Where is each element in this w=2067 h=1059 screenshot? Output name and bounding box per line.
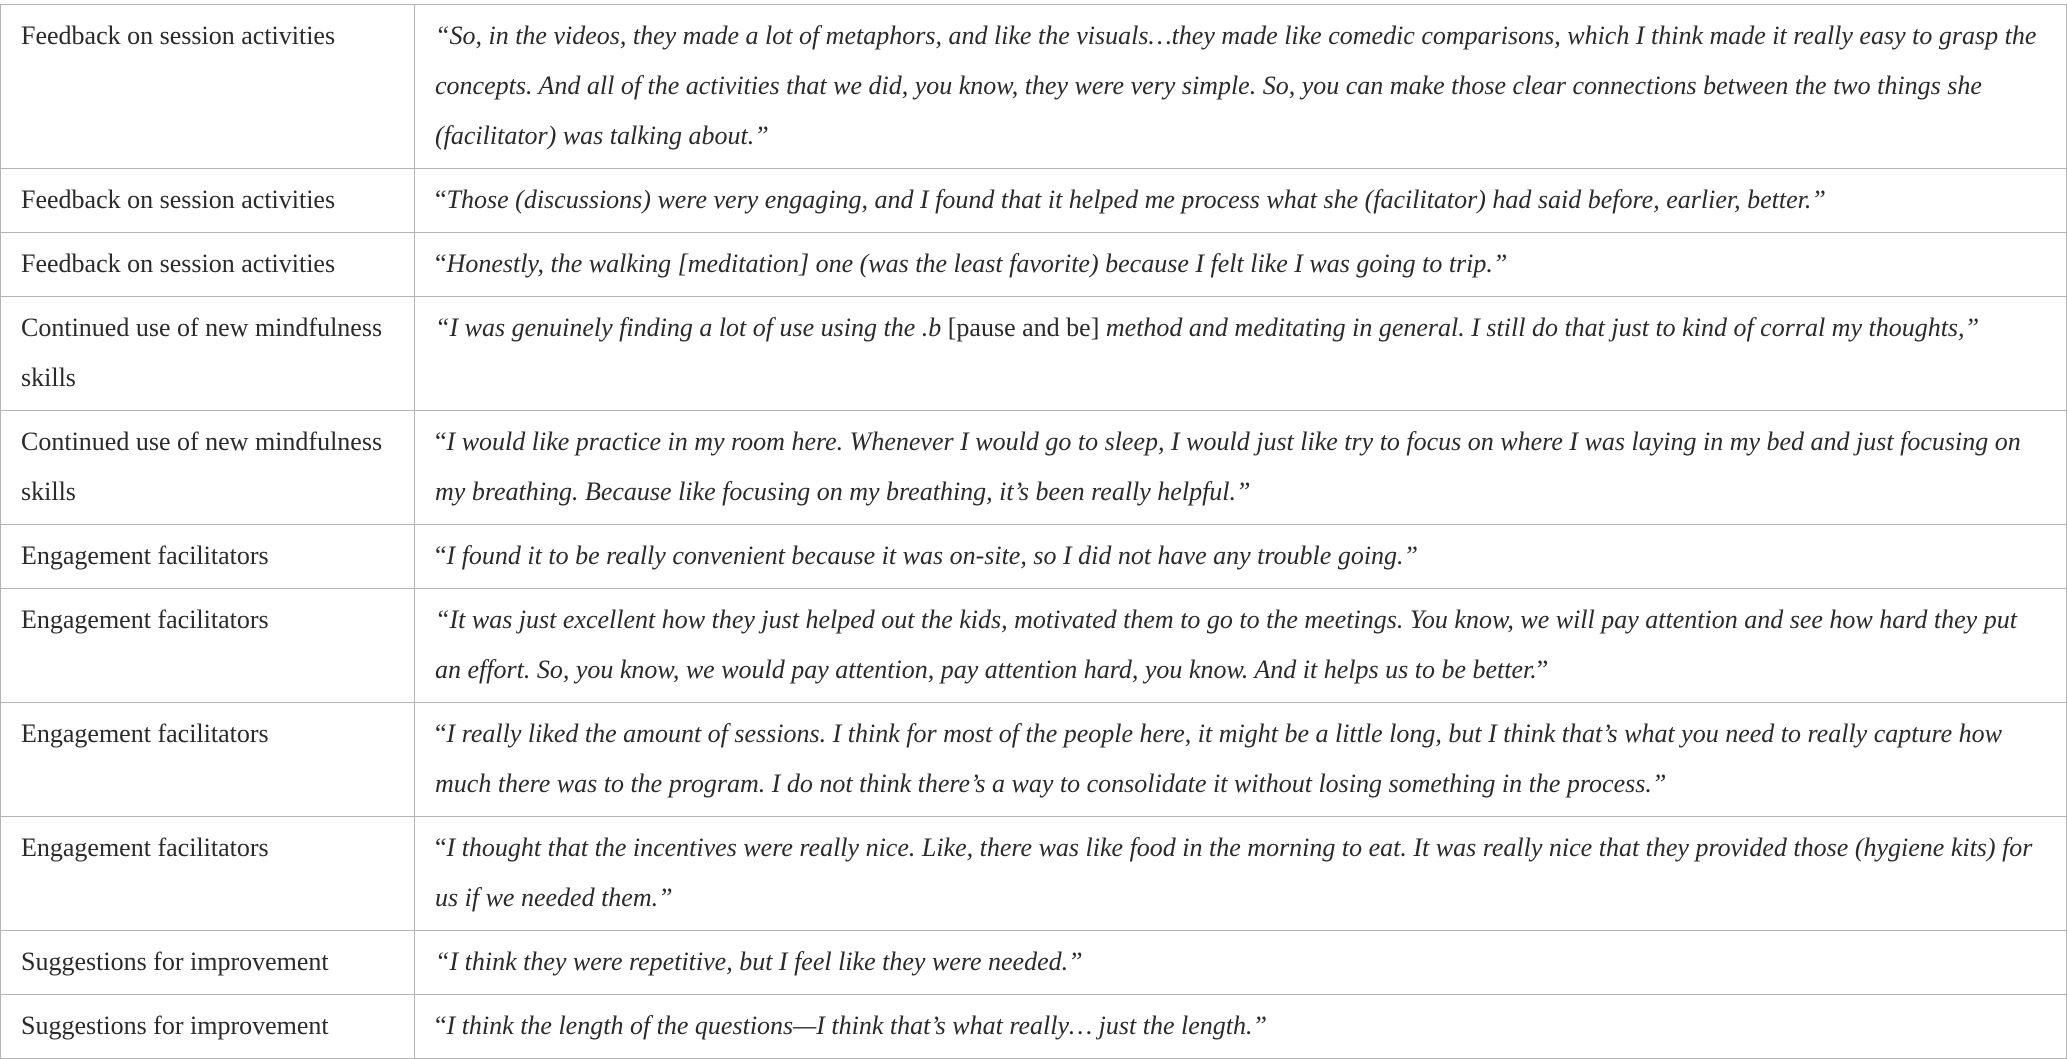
quote-close-mark: ” (754, 121, 769, 150)
theme-label: Suggestions for improvement (21, 947, 329, 976)
quote-cell (415, 169, 2067, 233)
quote-open-mark: “ (435, 313, 450, 342)
theme-cell (1, 169, 415, 233)
theme-label: Engagement facilitators (21, 541, 269, 570)
table-row (1, 411, 2067, 525)
table-row (1, 233, 2067, 297)
quote-text: I would like practice in my room here. Whenever I would go to sleep, I would just like try to focus on where I was laying in my bed and just focusing on my breathing. Because like focusing on my breathing, it’s been really helpful. (435, 427, 2021, 506)
quote-text: I really liked the amount of sessions. I think for most of the people here, it might be a little long, but I think that’s what you need to really capture how much there was to the program. I do not think there’s a way to consolidate it without losing something in the process. (435, 719, 2002, 798)
quote-cell (415, 233, 2067, 297)
theme-label: Feedback on session activities (21, 249, 336, 278)
table-row (1, 297, 2067, 411)
table-row (1, 5, 2067, 169)
table-row (1, 525, 2067, 589)
quote-text: It was just excellent how they just helped out the kids, motivated them to go to the meetings. You know, we will pay attention and see how hard they put an effort. So, you know, we would pay attention, pay attention hard, you know. And it helps us to be better. (435, 605, 2017, 684)
theme-label: Feedback on session activities (21, 185, 336, 214)
quote-text: So, in the videos, they made a lot of metaphors, and like the visuals…they made like comedic comparisons, which I think made it really easy to grasp the concepts. And all of the activities that we did, you know, they were very simple. So, you can make those clear connections between the two things she (facilitator) was talking about. (435, 21, 2037, 150)
quote-cell (415, 411, 2067, 525)
theme-label: Feedback on session activities (21, 21, 336, 50)
quote-text: I think they were repetitive, but I feel like they were needed. (449, 947, 1069, 976)
quote-open-mark: “ (435, 947, 450, 976)
theme-cell (1, 525, 415, 589)
quote-cell (415, 589, 2067, 703)
quote-open-mark: “ (435, 541, 447, 570)
quotes-table (0, 4, 2067, 1059)
theme-cell (1, 703, 415, 817)
quote-close-mark: ” (1651, 769, 1667, 798)
theme-label: Continued use of new mindfulness skills (21, 427, 383, 506)
quote-text: I thought that the incentives were really nice. Like, there was like food in the morning to eat. It was really nice that they provided those (hygiene kits) for us if we needed them. (435, 833, 2033, 912)
table-row (1, 931, 2067, 995)
quote-cell (415, 525, 2067, 589)
quote-cell (415, 995, 2067, 1059)
quote-close-mark: ” (658, 883, 673, 912)
table-row (1, 995, 2067, 1059)
theme-label: Suggestions for improvement (21, 1011, 329, 1040)
quote-open-mark: “ (435, 427, 447, 456)
quote-cell (415, 297, 2067, 411)
theme-cell (1, 5, 415, 169)
quote-close-mark: ” (1403, 541, 1419, 570)
quote-close-mark: ” (1492, 249, 1508, 278)
quote-text-part-a: I was genuinely finding a lot of use using the .b (449, 313, 942, 342)
quote-cell (415, 817, 2067, 931)
theme-label: Continued use of new mindfulness skills (21, 313, 383, 392)
theme-label: Engagement facilitators (21, 833, 269, 862)
theme-cell (1, 995, 415, 1059)
quote-text-part-b: method and meditating in general. I still do that just to kind of corral my thoughts, (1105, 313, 1965, 342)
quote-close-mark: ” (1236, 477, 1251, 506)
table-row (1, 589, 2067, 703)
quote-text: I found it to be really convenient because it was on-site, so I did not have any trouble going. (446, 541, 1404, 570)
table-row (1, 703, 2067, 817)
theme-cell (1, 931, 415, 995)
theme-cell (1, 589, 415, 703)
quote-open-mark: “ (435, 1011, 447, 1040)
quote-close-mark: ” (1536, 655, 1549, 684)
quote-text: Honestly, the walking [meditation] one (was the least favorite) because I felt like I was going to trip. (446, 249, 1493, 278)
quote-open-mark: “ (435, 21, 450, 50)
quote-close-mark: ” (1811, 185, 1826, 214)
theme-label: Engagement facilitators (21, 605, 269, 634)
theme-cell (1, 817, 415, 931)
quote-cell (415, 703, 2067, 817)
theme-cell (1, 411, 415, 525)
quote-open-mark: “ (435, 833, 447, 862)
quote-close-mark: ” (1252, 1011, 1267, 1040)
quote-open-mark: “ (435, 605, 450, 634)
quote-open-mark: “ (435, 719, 447, 748)
table-row (1, 817, 2067, 931)
quote-open-mark: “ (435, 185, 447, 214)
theme-label: Engagement facilitators (21, 719, 269, 748)
table-row (1, 169, 2067, 233)
theme-cell (1, 297, 415, 411)
quote-text: I think the length of the questions—I think that’s what really… just the length. (446, 1011, 1253, 1040)
quote-cell (415, 5, 2067, 169)
quote-text: Those (discussions) were very engaging, and I found that it helped me process what she (facilitator) had said before, earlier, better. (446, 185, 1812, 214)
quote-close-mark: ” (1964, 313, 1980, 342)
quote-cell (415, 931, 2067, 995)
theme-cell (1, 233, 415, 297)
quote-open-mark: “ (435, 249, 447, 278)
quote-text-bracketed: [pause and be] (941, 313, 1106, 342)
quote-close-mark: ” (1068, 947, 1083, 976)
